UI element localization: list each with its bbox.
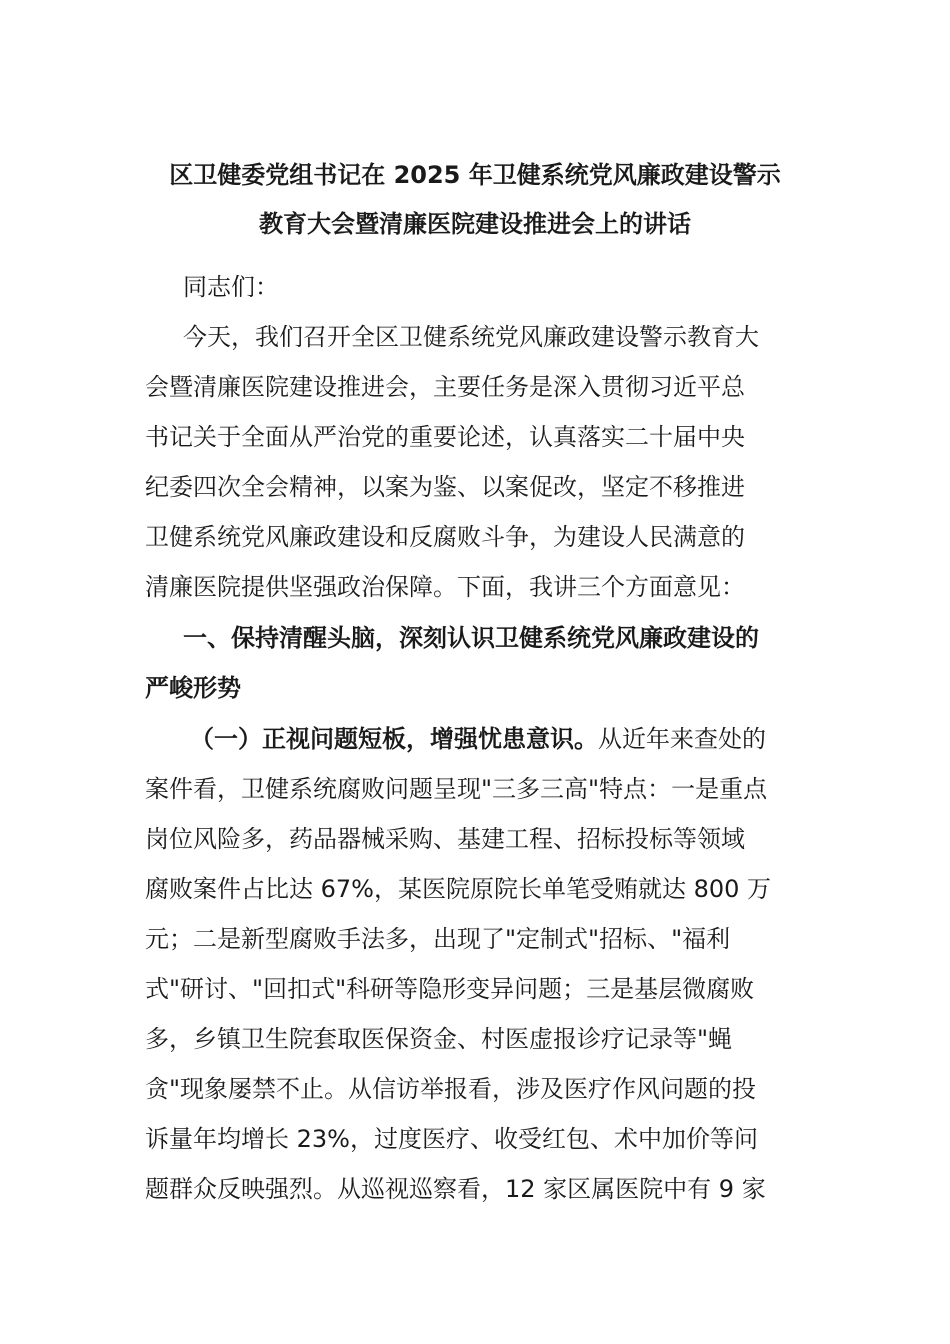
body-line: 案件看，卫健系统腐败问题呈现"三多三高"特点：一是重点 xyxy=(145,775,768,803)
intro-line: 书记关于全面从严治党的重要论述，认真落实二十届中央 xyxy=(145,423,745,451)
document-title-line-1: 区卫健委党组书记在 2025 年卫健系统党风廉政建设警示 xyxy=(169,161,781,189)
intro-line: 卫健系统党风廉政建设和反腐败斗争，为建设人民满意的 xyxy=(145,523,745,551)
body-line: 元；二是新型腐败手法多，出现了"定制式"招标、"福利 xyxy=(145,925,731,953)
subsection-first-line xyxy=(190,714,766,764)
body-line: 多，乡镇卫生院套取医保资金、村医虚报诊疗记录等"蝇 xyxy=(145,1025,733,1053)
intro-line: 今天，我们召开全区卫健系统党风廉政建设警示教育大 xyxy=(183,323,759,351)
subsection-text: 从近年来查处的 xyxy=(598,725,766,753)
body-line: 式"研讨、"回扣式"科研等隐形变异问题；三是基层微腐败 xyxy=(145,975,755,1003)
body-line: 题群众反映强烈。从巡视巡察看，12 家区属医院中有 9 家 xyxy=(145,1175,766,1203)
section-heading-line: 严峻形势 xyxy=(145,674,241,702)
body-line: 腐败案件占比达 67%，某医院原院长单笔受贿就达 800 万 xyxy=(145,875,772,903)
document-title-line-2: 教育大会暨清廉医院建设推进会上的讲话 xyxy=(259,210,691,238)
body-line: 岗位风险多，药品器械采购、基建工程、招标投标等领域 xyxy=(145,825,745,853)
greeting: 同志们： xyxy=(183,273,279,301)
intro-line: 会暨清廉医院建设推进会，主要任务是深入贯彻习近平总 xyxy=(145,373,745,401)
body-line: 诉量年均增长 23%，过度医疗、收受红包、术中加价等问 xyxy=(145,1125,758,1153)
intro-line: 清廉医院提供坚强政治保障。下面，我讲三个方面意见： xyxy=(145,573,745,601)
section-heading-line: 一、保持清醒头脑，深刻认识卫健系统党风廉政建设的 xyxy=(183,624,759,652)
intro-line: 纪委四次全会精神，以案为鉴、以案促改，坚定不移推进 xyxy=(145,473,745,501)
subsection-heading: （一）正视问题短板，增强忧患意识。 xyxy=(190,725,598,753)
body-line: 贪"现象屡禁不止。从信访举报看，涉及医疗作风问题的投 xyxy=(145,1075,757,1103)
